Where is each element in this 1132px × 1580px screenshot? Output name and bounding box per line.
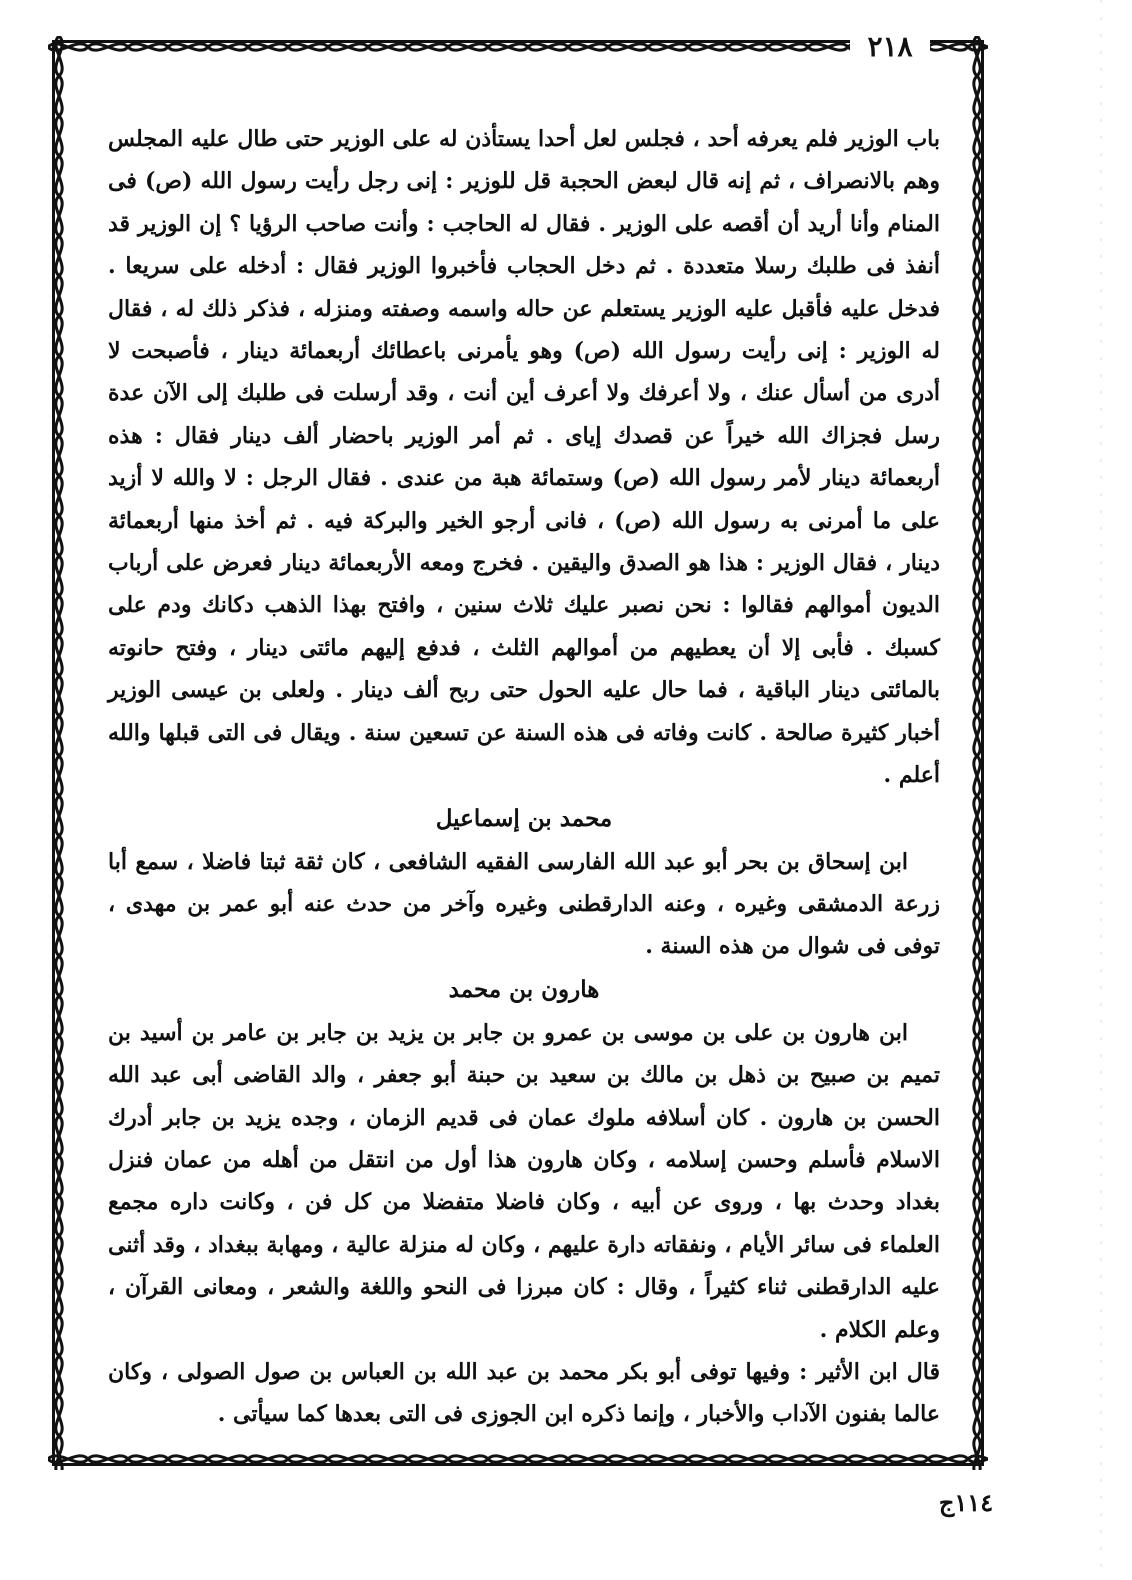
chain-border-top	[48, 36, 988, 58]
page-body	[108, 118, 940, 1436]
paragraph-ibn-al-athir: قال ابن الأثير : وفيها توفى أبو بكر محمد بن عبد الله بن العباس بن صول الصولى ، وكان عالما بفنون الآداب والأخبار ، وإنما ذكره ابن الجوزى فى التى بعدها كما سيأتى .	[108, 1358, 940, 1428]
chain-border-right	[966, 36, 988, 1470]
chain-border-bottom	[48, 1448, 988, 1470]
footer-signature-mark: ١١٤ج	[938, 1488, 994, 1517]
paragraph-harun-ibn-muhammad: ابن هارون بن على بن موسى بن عمرو بن جابر بن يزيد بن جابر بن عامر بن أسيد بن تميم بن صبيح بن ذهل بن مالك بن سعيد بن حبنة أبو جعفر ، والد القاضى أبى عبد الله الحسن بن هارون . كان أسلافه ملوك عمان فى قديم الزمان ، وجده يزيد بن جابر أدرك الاسلام فأسلم وحسن إسلامه ، وكان هارون هذا أول من انتقل من أهله من عمان فنزل بغداد وحدث بها ، وروى عن أبيه ، وكان فاضلا متفضلا من كل فن ، وكانت داره مجمع العلماء فى سائر الأيام ، ونفقاته دارة عليهم ، وكان له منزلة عالية ، ومهابة ببغداد ، وقد أثنى عليه الدارقطنى ثناء كثيراً ، وقال : كان مبرزا فى النحو واللغة والشعر ، ومعانى القرآن ، وعلم الكلام .	[107, 1019, 940, 1343]
paragraph-ali-ibn-isa: باب الوزير فلم يعرفه أحد ، فجلس لعل أحدا يستأذن له على الوزير حتى طال عليه المجلس وهم بالانصراف ، ثم إنه قال لبعض الحجبة قل للوزير : إنى رجل رأيت رسول الله (ص) فى المنام وأنا أريد أن أقصه على الوزير . فقال له الحاجب : وأنت صاحب الرؤيا ؟ إن الوزير قد أنفذ فى طلبك رسلا متعددة . ثم دخل الحجاب فأخبروا الوزير فقال : أدخله على سريعا . فدخل عليه فأقبل عليه الوزير يستعلم عن حاله واسمه وصفته ومنزله ، فذكر ذلك له ، فقال له الوزير : إنى رأيت رسول الله (ص) وهو يأمرنى باعطائك أربعمائة دينار ، فأصبحت لا أدرى من أسأل عنك ، ولا أعرفك ولا أعرف أين أنت ، وقد أرسلت فى طلبك إلى الآن عدة رسل فجزاك الله خيراً عن قصدك إياى . ثم أمر الوزير باحضار ألف دينار فقال : هذه أربعمائة دينار لأمر رسول الله (ص) وستمائة هبة من عندى . فقال الرجل : لا والله لا أزيد على ما أمرنى به رسول الله (ص) ، فانى أرجو الخير والبركة فيه . ثم أخذ منها أربعمائة دينار ، فقال الوزير : هذا هو الصدق واليقين . فخرج ومعه الأربعمائة دينار فعرض على أرباب الديون أموالهم فقالوا : نحن نصبر عليك ثلاث سنين ، وافتح بهذا الذهب دكانك ودم على كسبك . فأبى إلا أن يعطيهم من أموالهم الثلث ، فدفع إليهم مائتى دينار ، وفتح حانوته بالمائتى دينار الباقية ، فما حال عليه الحول حتى ربح ألف دينار . ولعلى بن عيسى الوزير أخبار كثيرة صالحة . كانت وفاته فى هذه السنة عن تسعين سنة . ويقال فى التى قبلها والله أعلم .	[108, 126, 940, 789]
heading-harun-ibn-muhammad: هارون بن محمد	[448, 975, 600, 1003]
heading-muhammad-ibn-ismail: محمد بن إسماعيل	[435, 804, 613, 832]
page-number: ٢١٨	[850, 30, 930, 64]
paragraph-muhammad-ibn-ismail: ابن إسحاق بن بحر أبو عبد الله الفارسى الفقيه الشافعى ، كان ثقة ثبتا فاضلا ، سمع أبا زرعة الدمشقى وغيره ، وعنه الدارقطنى وغيره وآخر من حدث عنه أبو عمر بن مهدى ، توفى فى شوال من هذه السنة .	[108, 848, 940, 960]
scan-edge-marks	[1100, 0, 1102, 1580]
chain-border-left	[48, 36, 70, 1470]
